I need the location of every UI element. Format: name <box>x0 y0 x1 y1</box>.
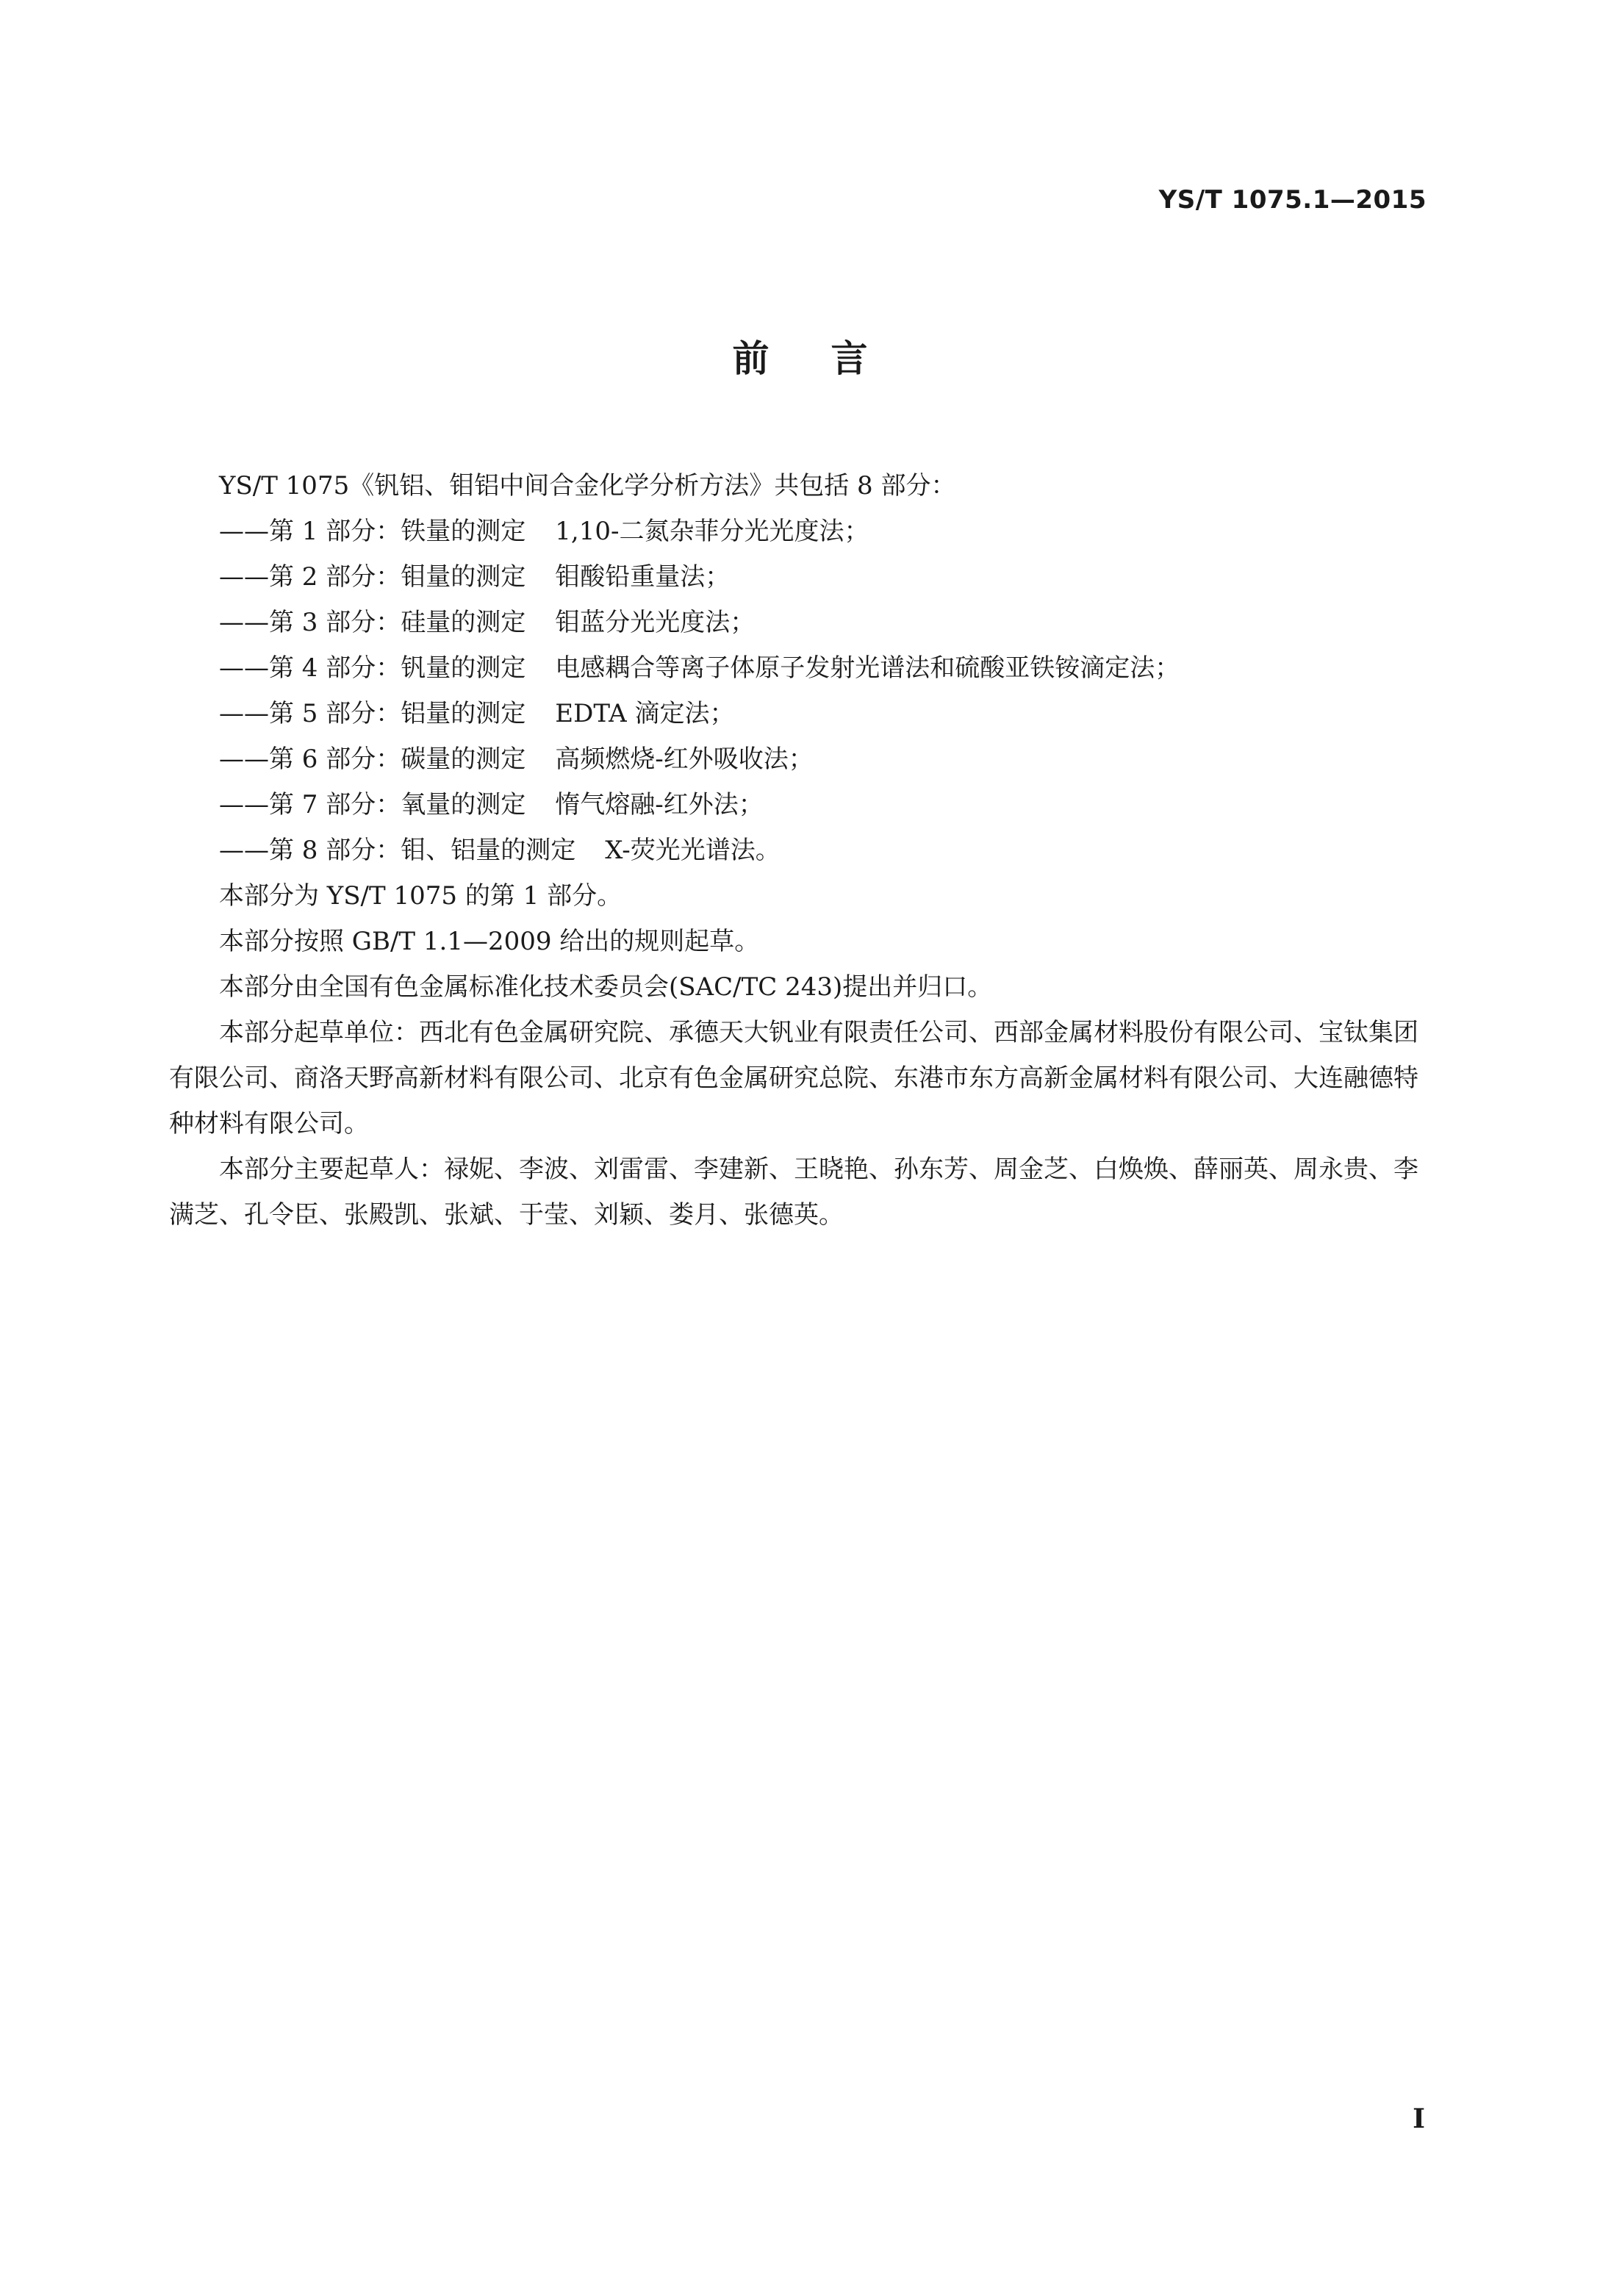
list-item <box>169 645 1433 691</box>
document-body <box>169 463 1433 1238</box>
part-name: ——第 2 部分：钼量的测定 <box>219 562 526 592</box>
proposer-paragraph: 本部分由全国有色金属标准化技术委员会(SAC/TC 243)提出并归口。 <box>219 972 993 1002</box>
list-item <box>169 554 1433 600</box>
part-name: ——第 4 部分：钒量的测定 <box>219 653 526 683</box>
part-name: ——第 5 部分：铝量的测定 <box>219 699 526 728</box>
part-method: EDTA 滴定法； <box>555 699 735 728</box>
drafting-units-paragraph: 本部分起草单位：西北有色金属研究院、承德天大钒业有限责任公司、西部金属材料股份有限公司、宝钛集团有限公司、商洛天野高新材料有限公司、北京有色金属研究总院、东港市东方高新金属材料有限公司、大连融德特种材料有限公司。 <box>169 1018 1418 1138</box>
part-name: ——第 8 部分：钼、铝量的测定 <box>219 836 576 865</box>
part-method: 钼蓝分光光度法； <box>555 608 756 637</box>
list-item <box>169 600 1433 645</box>
part-of-paragraph: 本部分为 YS/T 1075 的第 1 部分。 <box>219 881 623 911</box>
part-name: ——第 6 部分：碳量的测定 <box>219 745 526 774</box>
list-item <box>169 736 1433 782</box>
part-name: ——第 3 部分：硅量的测定 <box>219 608 526 637</box>
page-number: I <box>1413 2103 1425 2134</box>
part-method: 钼酸铅重量法； <box>555 562 731 592</box>
part-method: 电感耦合等离子体原子发射光谱法和硫酸亚铁铵滴定法； <box>555 653 1180 683</box>
list-item <box>169 782 1433 828</box>
part-method: X-荧光光谱法。 <box>605 836 781 865</box>
part-name: ——第 7 部分：氧量的测定 <box>219 790 526 819</box>
intro-paragraph: YS/T 1075《钒铝、钼铝中间合金化学分析方法》共包括 8 部分： <box>219 471 956 501</box>
list-item <box>169 509 1433 554</box>
standard-code: YS/T 1075.1—2015 <box>1158 185 1427 215</box>
page-title: 前言 <box>732 337 930 380</box>
part-method: 1,10-二氮杂菲分光光度法； <box>555 517 869 546</box>
parts-list <box>169 509 1433 873</box>
list-item <box>169 691 1433 736</box>
part-name: ——第 1 部分：铁量的测定 <box>219 517 526 546</box>
part-method: 惰气熔融-红外法； <box>555 790 764 819</box>
part-method: 高频燃烧-红外吸收法； <box>555 745 814 774</box>
drafting-rules-paragraph: 本部分按照 GB/T 1.1—2009 给出的规则起草。 <box>219 927 760 956</box>
list-item <box>169 828 1433 873</box>
drafters-paragraph: 本部分主要起草人：禄妮、李波、刘雷雷、李建新、王晓艳、孙东芳、周金芝、白焕焕、薛丽英、周永贵、李满芝、孔令臣、张殿凯、张斌、于莹、刘颖、娄月、张德英。 <box>169 1155 1418 1230</box>
